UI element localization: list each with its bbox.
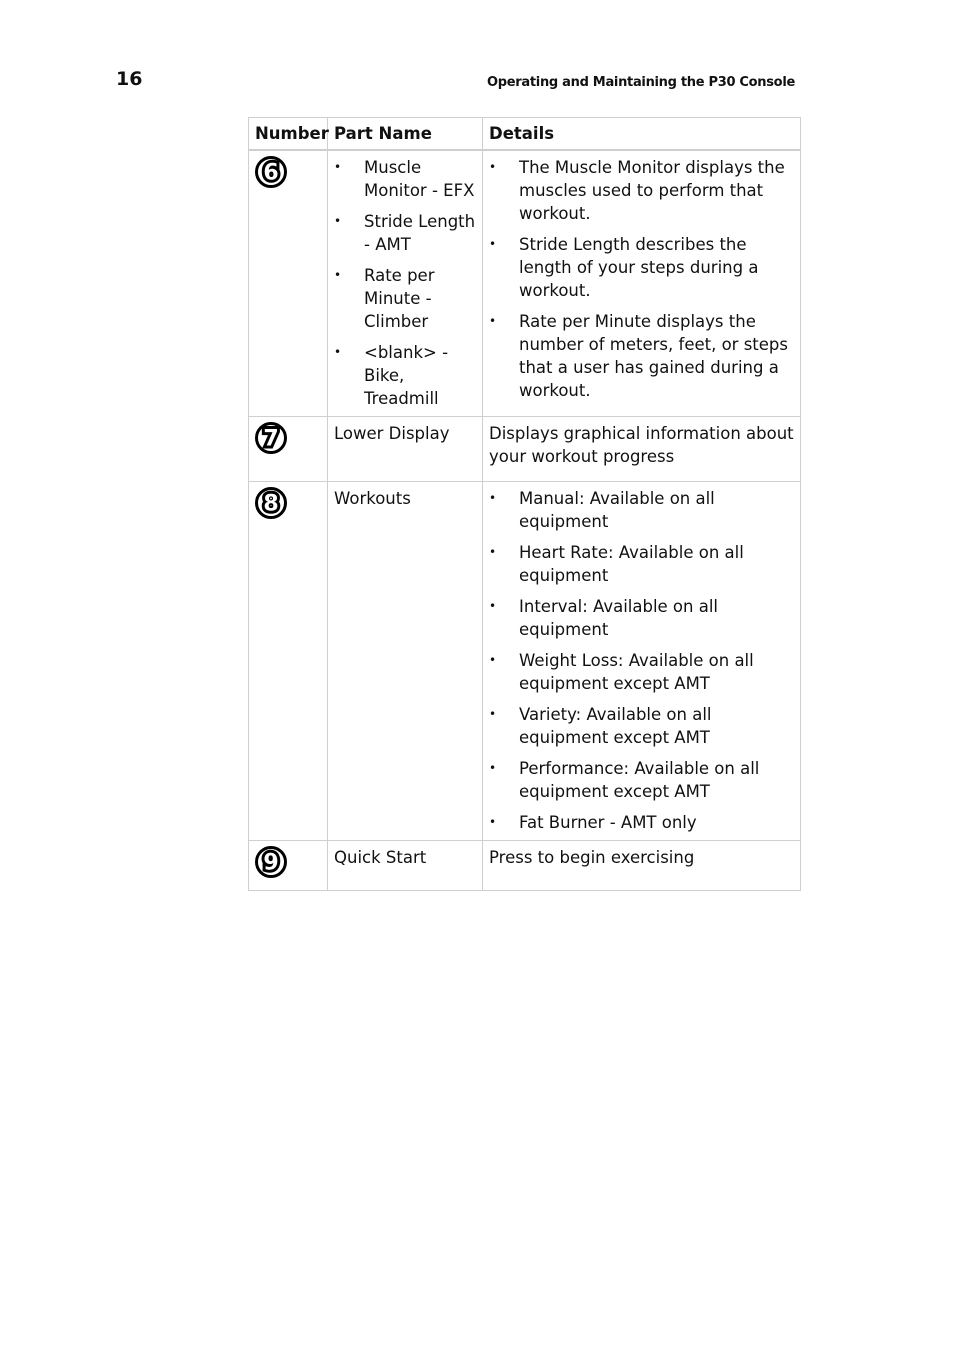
list-item: • The Muscle Monitor displays the muscles used to perform that workout. [489, 156, 795, 225]
part-name-cell: Lower Display [328, 417, 483, 482]
number-badge-icon [255, 487, 287, 519]
number-badge-label: 6 [263, 160, 279, 186]
header-details: Details [483, 118, 801, 151]
number-badge-label: 9 [263, 850, 279, 876]
details-list [489, 487, 795, 834]
details-cell [483, 482, 801, 841]
number-cell [249, 841, 328, 891]
details-cell: Press to begin exercising [483, 841, 801, 891]
details-cell [483, 150, 801, 417]
number-badge-label: 8 [263, 491, 279, 517]
list-item: • Rate per Minute displays the number of meters, feet, or steps that a user has gained during a workout. [489, 310, 795, 402]
list-item: • Muscle Monitor - EFX [334, 156, 477, 202]
list-item: • <blank> - Bike, Treadmill [334, 341, 477, 410]
part-name-list [334, 156, 477, 410]
details-cell: Displays graphical information about your workout progress [483, 417, 801, 482]
list-item: • Manual: Available on all equipment [489, 487, 795, 533]
list-item: • Weight Loss: Available on all equipment except AMT [489, 649, 795, 695]
number-badge-icon [255, 156, 287, 188]
list-item: • Performance: Available on all equipment except AMT [489, 757, 795, 803]
number-badge-label: 7 [263, 426, 279, 452]
number-badge-icon [255, 422, 287, 454]
header-number: Number [249, 118, 328, 151]
page-number: 16 [116, 68, 143, 90]
list-item: • Variety: Available on all equipment except AMT [489, 703, 795, 749]
header-part-name: Part Name [328, 118, 483, 151]
part-name-cell: Quick Start [328, 841, 483, 891]
number-cell [249, 482, 328, 841]
table-row [249, 150, 801, 417]
table-row [249, 417, 801, 482]
part-name-cell [328, 150, 483, 417]
table-row [249, 482, 801, 841]
parts-table [248, 117, 801, 891]
number-cell [249, 417, 328, 482]
list-item: • Heart Rate: Available on all equipment [489, 541, 795, 587]
list-item: • Interval: Available on all equipment [489, 595, 795, 641]
details-list [489, 156, 795, 402]
table-header-row [249, 118, 801, 151]
table-row [249, 841, 801, 891]
list-item: • Fat Burner - AMT only [489, 811, 795, 834]
running-header: Operating and Maintaining the P30 Console [487, 75, 795, 90]
number-badge-icon [255, 846, 287, 878]
list-item: • Stride Length describes the length of your steps during a workout. [489, 233, 795, 302]
number-cell [249, 150, 328, 417]
part-name-cell: Workouts [328, 482, 483, 841]
list-item: • Stride Length - AMT [334, 210, 477, 256]
list-item: • Rate per Minute - Climber [334, 264, 477, 333]
